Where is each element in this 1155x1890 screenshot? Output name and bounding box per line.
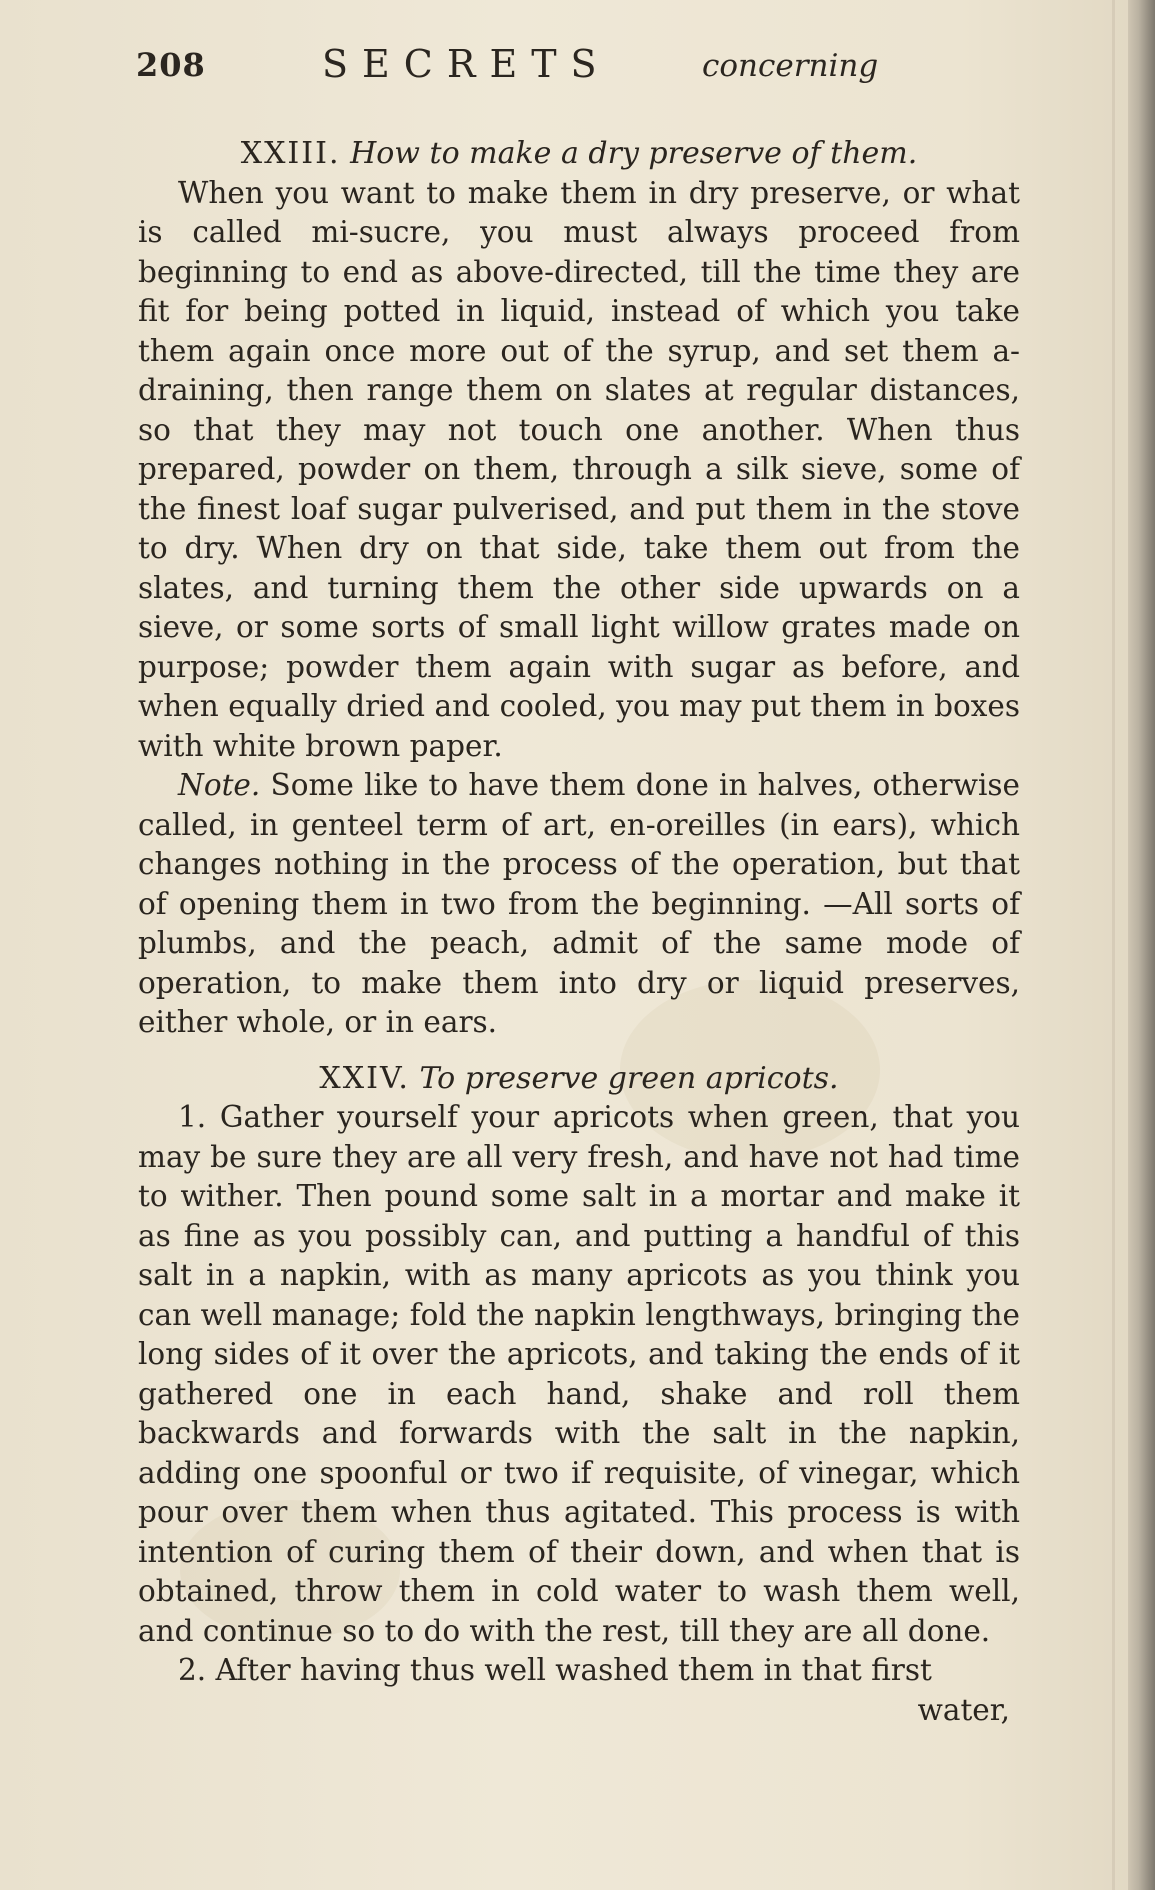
note-text: Some like to have them done in halves, otherwise called, in genteel term of art, en-oreilles (in ears), which changes nothing in the process of the operation, but that of opening them in two from the beginning. —All sorts of plumbs, and the peach, admit of the same mode of operation, to make them into dry or liquid preserves, either whole, or in ears. [138,768,1020,1039]
section-numeral: XXIV. [319,1060,410,1096]
paragraph: 1. Gather yourself your apricots when green, that you may be sure they are all very fresh, and have not had time to wither. Then pound some salt in a mortar and make it as fine as you possibly can, and putting a handful of this salt in a napkin, with as many apricots as you think you can well manage; fold the napkin lengthways, bringing the long sides of it over the apricots, and taking the ends of it gathered one in each hand, shake and roll them backwards and forwards with the salt in the napkin, adding one spoonful or two if requisite, of vinegar, which pour over them when thus agitated. This process is with intention of curing them of their down, and when that is obtained, throw them in cold water to wash them well, and continue so to do with the rest, till they are all done. [138,1100,1020,1648]
body-text [138,134,1020,1730]
section-heading [138,134,1020,174]
section-numeral: XXIII. [240,136,341,171]
note-paragraph [138,766,1020,1043]
note-label: Note. [178,768,261,802]
section-title: To preserve green apricots. [419,1060,839,1096]
running-head [136,42,896,98]
running-head-continuation: concerning [702,48,879,84]
section-heading [138,1059,1020,1099]
section-title: How to make a dry preserve of them. [350,136,918,171]
paragraph: When you want to make them in dry preserve, or what is called mi-sucre, you must always proceed from beginning to end as above-directed, till the time they are fit for being potted in liquid, instead of which you take them again once more out of the syrup, and set them a-draining, then range them on slates at regular distances, so that they may not touch one another. When thus prepared, powder on them, through a silk sieve, some of the finest loaf sugar pulverised, and put them in the stove to dry. When dry on that side, take them out from the slates, and turning them the other side upwards on a sieve, or some sorts of small light willow grates made on purpose; powder them again with sugar as before, and when equally dried and cooled, you may put them in boxes with white brown paper. [138,175,1020,763]
paragraph: 2. After having thus well washed them in that first [178,1653,932,1687]
catchword: water, [917,1692,1010,1727]
running-head-title: SECRETS [322,42,611,86]
page-edge [1128,0,1155,1890]
page-number: 208 [136,46,206,84]
section-gap [138,1043,1020,1059]
page-fold-line [1112,0,1115,1890]
